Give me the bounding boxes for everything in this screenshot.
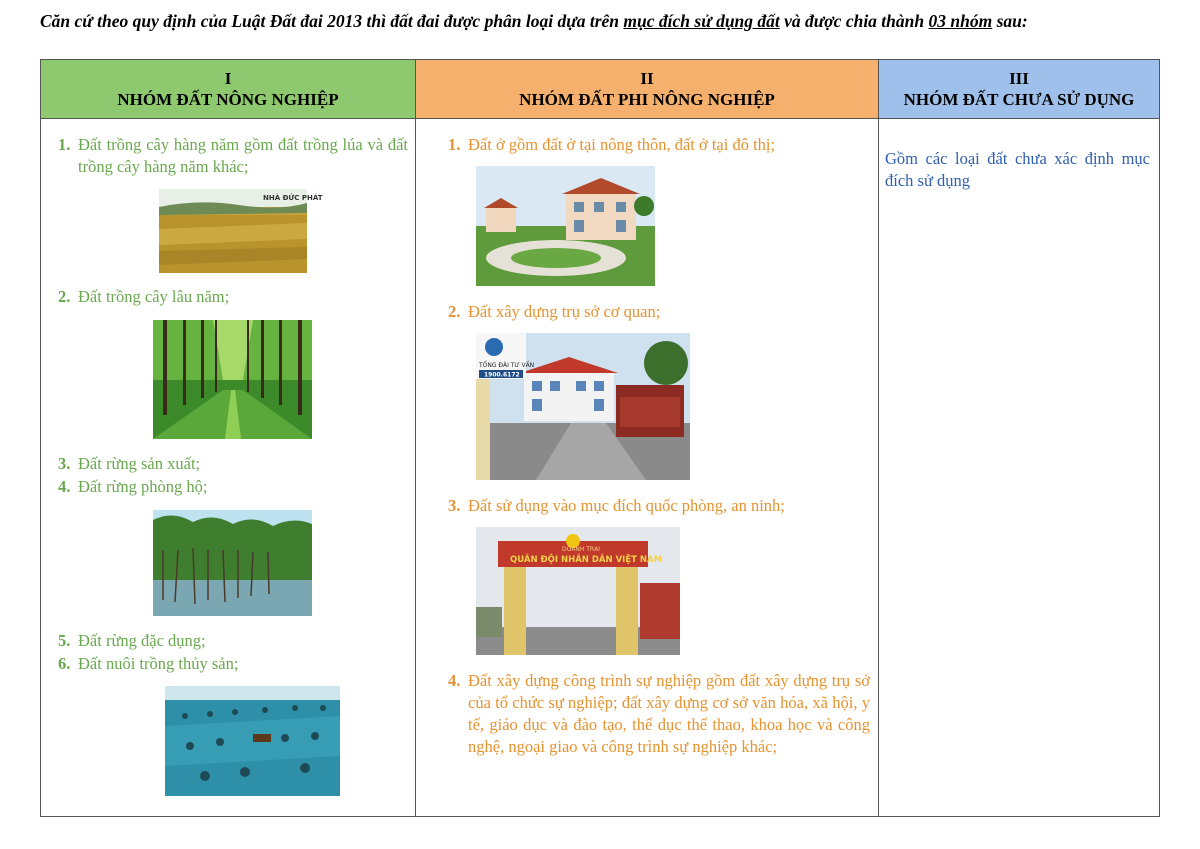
photo-caption: 1900.6172 <box>484 371 520 379</box>
item-number: 4. <box>58 477 71 496</box>
protection-forest-photo <box>153 510 312 616</box>
item-number: 3. <box>58 454 71 473</box>
list-item <box>448 670 870 758</box>
column-agricultural <box>41 119 416 817</box>
header-title: NHÓM ĐẤT CHƯA SỬ DỤNG <box>903 90 1135 109</box>
intro-paragraph <box>40 8 1170 34</box>
item-text: Đất trồng cây hàng năm gồm đất trồng lúa và đất trồng cây hàng năm khác; <box>78 135 408 176</box>
list-item <box>58 453 408 475</box>
item-text: Đất trồng cây lâu năm; <box>78 287 230 306</box>
header-roman: I <box>224 69 232 88</box>
item-text: Đất rừng đặc dụng; <box>78 631 206 650</box>
list-item <box>58 630 408 652</box>
item-text: Đất rừng phòng hộ; <box>78 477 208 496</box>
item-number: 4. <box>448 671 461 690</box>
header-unused <box>879 60 1160 119</box>
military-gate-photo <box>476 527 680 655</box>
list-item <box>448 301 870 323</box>
item-number: 6. <box>58 654 71 673</box>
list-item <box>58 286 408 308</box>
intro-text: sau: <box>992 11 1028 31</box>
photo-caption: DOANH TRẠI <box>562 546 600 553</box>
intro-underline-groups: 03 nhóm <box>928 11 993 31</box>
list-item <box>448 495 870 517</box>
land-classification-table <box>40 59 1160 817</box>
item-number: 5. <box>58 631 71 650</box>
intro-text: Căn cứ theo quy định của Luật Đất đai 2013 thì đất đai được phân loại dựa trên <box>40 11 624 31</box>
item-text: Đất nuôi trồng thủy sản; <box>78 654 239 673</box>
item-number: 2. <box>58 287 71 306</box>
list-item <box>448 134 870 156</box>
table-body-row <box>41 119 1160 817</box>
header-agricultural <box>41 60 416 119</box>
residential-photo <box>476 166 655 286</box>
item-number: 2. <box>448 302 461 321</box>
item-text: Đất xây dựng công trình sự nghiệp gồm đất xây dựng trụ sở của tổ chức sự nghiệp; đất xây dựng cơ sở văn hóa, xã hội, y tế, giáo dục và đào tạo, thể dục thể thao, khoa học và công nghệ, ngoại giao và công trình sự nghiệp khác; <box>468 671 870 756</box>
rice-field-photo <box>159 189 323 273</box>
header-roman: III <box>1009 69 1029 88</box>
photo-caption: QUÂN ĐỘI NHÂN DÂN VIỆT NAM <box>510 555 663 565</box>
photo-caption: TỔNG ĐÀI TƯ VẤN <box>479 362 535 369</box>
header-roman: II <box>640 69 654 88</box>
item-text: Đất ở gồm đất ở tại nông thôn, đất ở tại đô thị; <box>468 135 776 154</box>
header-title: NHÓM ĐẤT NÔNG NGHIỆP <box>117 90 339 109</box>
item-number: 1. <box>58 135 71 154</box>
government-office-photo <box>476 333 690 480</box>
intro-text: và được chia thành <box>779 11 929 31</box>
header-title: NHÓM ĐẤT PHI NÔNG NGHIỆP <box>519 90 775 109</box>
photo-watermark: NHÀ ĐỨC PHÁT <box>263 194 323 202</box>
item-text: Đất sử dụng vào mục đích quốc phòng, an ninh; <box>468 496 785 515</box>
column-unused <box>879 119 1160 817</box>
list-item <box>58 134 408 178</box>
header-non-agricultural <box>416 60 879 119</box>
aquaculture-photo <box>165 686 340 796</box>
intro-underline-purpose: mục đích sử dụng đất <box>623 11 780 31</box>
item-number: 1. <box>448 135 461 154</box>
list-item <box>58 476 408 498</box>
unused-description: Gồm các loại đất chưa xác định mục đích sử dụng <box>885 149 1150 190</box>
item-number: 3. <box>448 496 461 515</box>
column-non-agricultural <box>416 119 879 817</box>
item-text: Đất xây dựng trụ sở cơ quan; <box>468 302 661 321</box>
list-item <box>58 653 408 675</box>
item-text: Đất rừng sản xuất; <box>78 454 201 473</box>
table-header-row <box>41 60 1160 119</box>
perennial-trees-photo <box>153 320 312 439</box>
